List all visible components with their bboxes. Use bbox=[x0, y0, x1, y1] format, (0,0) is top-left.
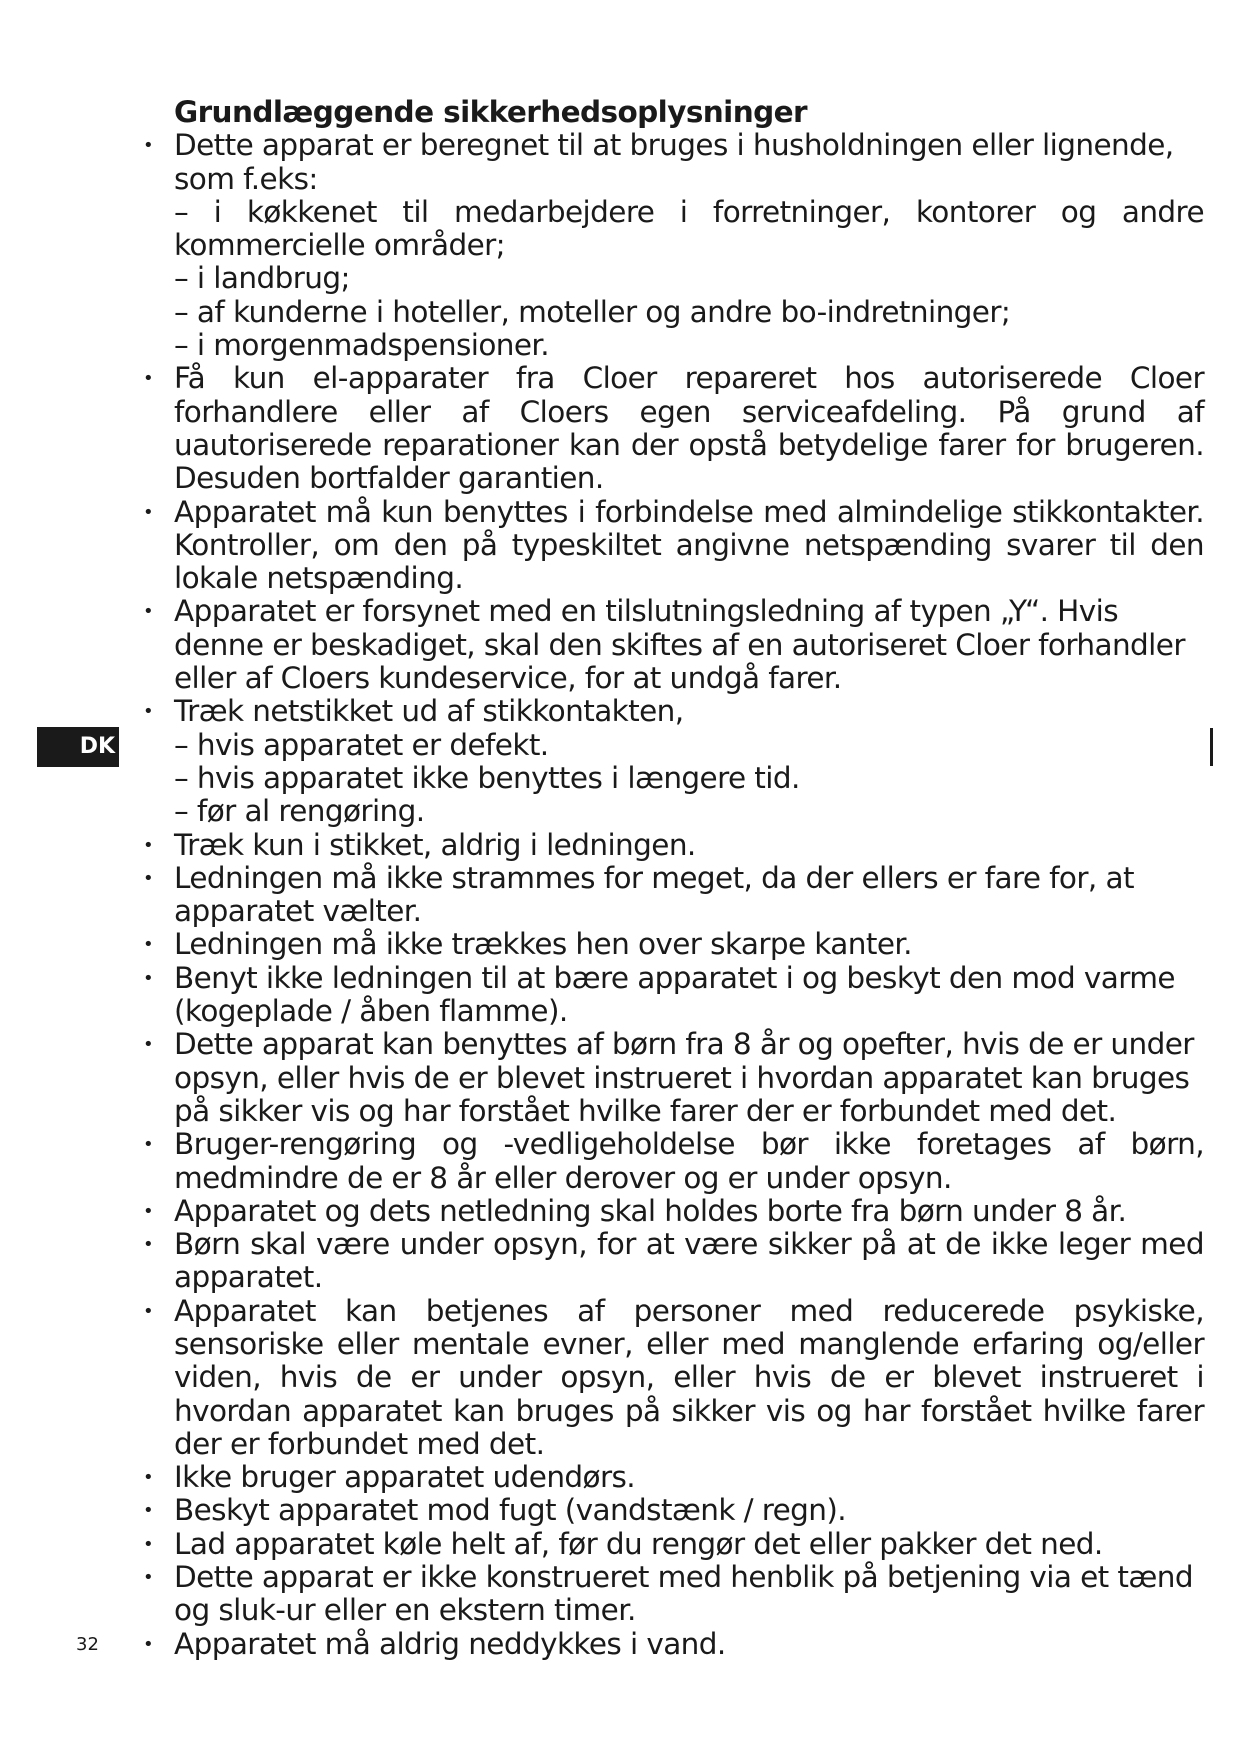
sub-item: – før al rengøring. bbox=[174, 794, 425, 829]
item-text: Benyt ikke ledningen til at bære apparatet i og beskyt den mod varme (kogeplade / åben flamme). bbox=[174, 960, 1175, 1029]
item-text: Apparatet er forsynet med en tilslutningsledning af typen „Y“. Hvis denne er beskadiget, skal den skiftes af en autoriseret Cloer forhandler eller af Cloers kundeservice, for at undgå farer. bbox=[174, 594, 1185, 696]
sub-item: – i landbrug; bbox=[174, 261, 350, 296]
item-text: Ledningen må ikke strammes for meget, da der ellers er fare for, at apparatet vælter. bbox=[174, 860, 1134, 929]
list-item bbox=[174, 862, 1204, 929]
item-text: Ikke bruger apparatet udendørs. bbox=[174, 1460, 636, 1495]
item-text: Bruger-rengøring og -vedligeholdelse bør ikke foretages af børn, medmindre de er 8 år eller derover og er under opsyn. bbox=[174, 1127, 1204, 1195]
margin-rule bbox=[1210, 728, 1213, 766]
safety-list bbox=[174, 129, 1204, 1661]
list-item bbox=[174, 695, 1204, 828]
sub-item: – hvis apparatet er defekt. bbox=[174, 727, 549, 762]
item-text: Dette apparat er beregnet til at bruges i husholdningen eller lignende, som f.eks: bbox=[174, 128, 1174, 196]
item-text: Beskyt apparatet mod fugt (vandstænk / regn). bbox=[174, 1493, 847, 1528]
item-text: Træk netstikket ud af stikkontakten, bbox=[174, 694, 684, 729]
safety-section bbox=[174, 96, 1204, 1661]
item-text: Apparatet kan betjenes af personer med reducerede psykiske, sensoriske eller mentale evner, eller med manglende erfaring og/eller viden, hvis de er under opsyn, eller hvis de er blevet instrueret i hvordan apparatet kan bruges på sikker vis og har forstået hvilke farer der er forbundet med det. bbox=[174, 1293, 1204, 1461]
list-item bbox=[174, 496, 1204, 596]
item-text: Apparatet må aldrig neddykkes i vand. bbox=[174, 1626, 726, 1661]
sub-item: – hvis apparatet ikke benyttes i længere tid. bbox=[174, 760, 800, 795]
item-text: Apparatet må kun benyttes i forbindelse med almindelige stikkontakter. Kontroller, om den på typeskiltet angivne netspænding svarer til den lokale netspænding. bbox=[174, 494, 1204, 596]
list-item bbox=[174, 362, 1204, 495]
page-number: 32 bbox=[76, 1634, 99, 1655]
list-item bbox=[174, 1528, 1204, 1561]
language-tab bbox=[37, 727, 119, 767]
language-tab-label: DK bbox=[79, 734, 115, 759]
item-text: Apparatet og dets netledning skal holdes borte fra børn under 8 år. bbox=[174, 1193, 1127, 1228]
sub-item: – af kunderne i hoteller, moteller og andre bo-indretninger; bbox=[174, 294, 1011, 329]
item-text: Dette apparat kan benyttes af børn fra 8 år og opefter, hvis de er under opsyn, eller hvis de er blevet instrueret i hvordan apparatet kan bruges på sikker vis og har forstået hvilke farer der er forbundet med det. bbox=[174, 1027, 1194, 1128]
list-item bbox=[174, 1628, 1204, 1661]
sub-item: – i morgenmadspensioner. bbox=[174, 328, 550, 363]
item-text: Få kun el-apparater fra Cloer repareret hos autoriserede Cloer forhandlere eller af Cloers egen serviceafdeling. På grund af uautoriserede reparationer kan der opstå betydelige farer for brugeren. Desuden bortfalder garantien. bbox=[174, 361, 1204, 496]
list-item bbox=[174, 1561, 1204, 1628]
item-text: Ledningen må ikke trækkes hen over skarpe kanter. bbox=[174, 927, 912, 962]
list-item bbox=[174, 595, 1204, 695]
list-item bbox=[174, 829, 1204, 862]
list-item bbox=[174, 1461, 1204, 1494]
list-item bbox=[174, 1128, 1204, 1195]
item-text: Træk kun i stikket, aldrig i ledningen. bbox=[174, 827, 696, 862]
list-item bbox=[174, 1494, 1204, 1527]
list-item bbox=[174, 1028, 1204, 1128]
list-item bbox=[174, 962, 1204, 1029]
list-item bbox=[174, 1295, 1204, 1461]
section-heading: Grundlæggende sikkerhedsoplysninger bbox=[174, 95, 807, 129]
list-item bbox=[174, 129, 1204, 362]
sub-item: – i køkkenet til medarbejdere i forretninger, kontorer og andre kommercielle områder; bbox=[174, 194, 1204, 263]
list-item bbox=[174, 1228, 1204, 1295]
item-text: Børn skal være under opsyn, for at være sikker på at de ikke leger med apparatet. bbox=[174, 1227, 1204, 1295]
list-item bbox=[174, 928, 1204, 961]
list-item bbox=[174, 1195, 1204, 1228]
item-text: Lad apparatet køle helt af, før du rengør det eller pakker det ned. bbox=[174, 1526, 1103, 1561]
item-text: Dette apparat er ikke konstrueret med henblik på betjening via et tænd og sluk-ur eller en ekstern timer. bbox=[174, 1560, 1193, 1628]
